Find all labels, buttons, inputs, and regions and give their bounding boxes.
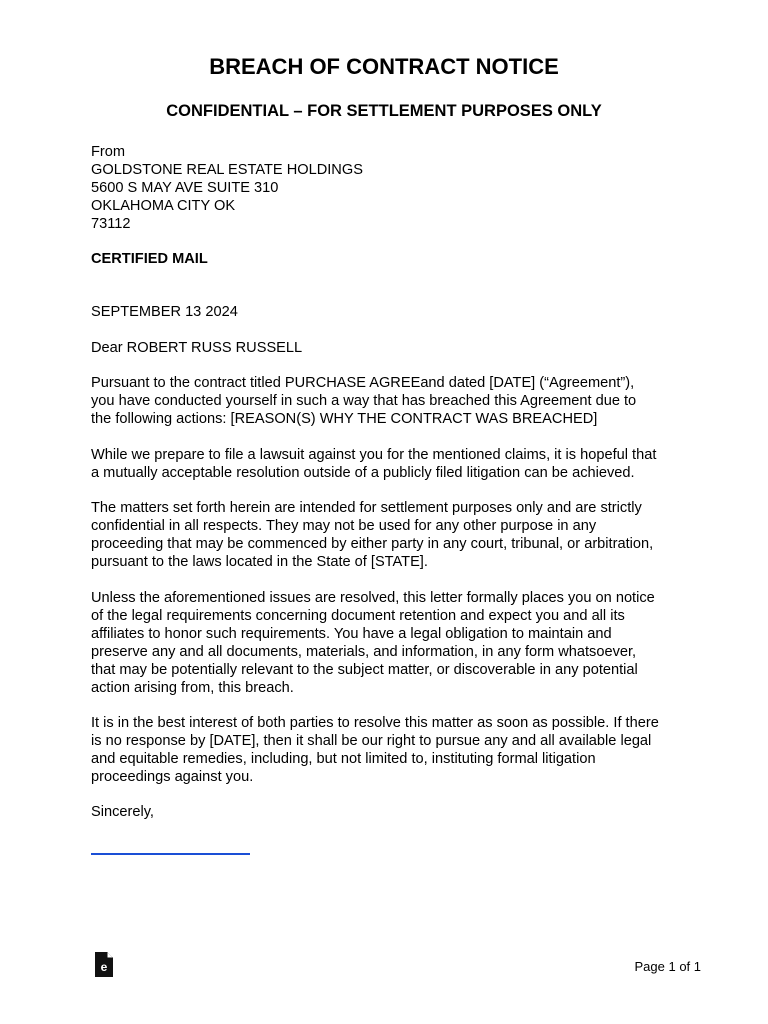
eforms-document-icon <box>94 951 114 978</box>
paragraph-line: the following actions: [REASON(S) WHY THE CONTRACT WAS BREACHED] <box>91 411 598 427</box>
sender-line: 73112 <box>91 216 131 232</box>
sender-line: 5600 S MAY AVE SUITE 310 <box>91 180 279 196</box>
closing: Sincerely, <box>91 804 154 820</box>
paragraph-line: and equitable remedies, including, but not limited to, instituting formal litigation <box>91 751 596 767</box>
delivery-method: CERTIFIED MAIL <box>91 251 208 267</box>
paragraph-3 <box>91 499 711 571</box>
paragraph-line: a mutually acceptable resolution outside of a publicly filed litigation can be achieved. <box>91 465 635 481</box>
sender-line: GOLDSTONE REAL ESTATE HOLDINGS <box>91 162 363 178</box>
paragraph-line: that may be potentially relevant to the subject matter, or discoverable in any potential <box>91 662 638 678</box>
paragraph-line: proceeding that may be commenced by either party in any court, tribunal, or arbitration, <box>91 536 654 552</box>
document-subtitle: CONFIDENTIAL – FOR SETTLEMENT PURPOSES ONLY <box>166 102 602 120</box>
page-number: Page 1 of 1 <box>634 959 701 974</box>
paragraph-5 <box>91 714 711 786</box>
paragraph-2 <box>91 446 711 482</box>
paragraph-line: you have conducted yourself in such a way that has breached this Agreement due to <box>91 393 637 409</box>
paragraph-line: proceedings against you. <box>91 769 254 785</box>
paragraph-1 <box>91 374 711 428</box>
document-title: BREACH OF CONTRACT NOTICE <box>209 54 559 79</box>
paragraph-line: It is in the best interest of both parties to resolve this matter as soon as possible. If there <box>91 715 659 731</box>
paragraph-line: is no response by [DATE], then it shall be our right to pursue any and all available legal <box>91 733 652 749</box>
letter-date: SEPTEMBER 13 2024 <box>91 304 238 320</box>
paragraph-line: Pursuant to the contract titled PURCHASE AGREEand dated [DATE] (“Agreement”), <box>91 375 635 391</box>
paragraph-line: pursuant to the laws located in the State of [STATE]. <box>91 554 428 570</box>
paragraph-line: The matters set forth herein are intended for settlement purposes only and are strictly <box>91 500 642 516</box>
paragraph-line: Unless the aforementioned issues are resolved, this letter formally places you on notice <box>91 590 655 606</box>
from-label: From <box>91 144 126 160</box>
sender-line: OKLAHOMA CITY OK <box>91 198 236 214</box>
signature-line[interactable] <box>91 853 250 855</box>
paragraph-line: preserve any and all documents, materials, and information, in any form whatsoever, <box>91 644 637 660</box>
svg-text:e: e <box>100 960 108 974</box>
paragraph-4 <box>91 589 711 697</box>
salutation: Dear ROBERT RUSS RUSSELL <box>91 340 303 356</box>
paragraph-line: of the legal requirements concerning document retention and expect you and all its <box>91 608 625 624</box>
paragraph-line: While we prepare to file a lawsuit against you for the mentioned claims, it is hopeful that <box>91 447 657 463</box>
sender-block <box>91 143 711 233</box>
paragraph-line: affiliates to honor such requirements. You have a legal obligation to maintain and <box>91 626 612 642</box>
paragraph-line: confidential in all respects. They may not be used for any other purpose in any <box>91 518 597 534</box>
paragraph-line: action arising from, this breach. <box>91 680 294 696</box>
